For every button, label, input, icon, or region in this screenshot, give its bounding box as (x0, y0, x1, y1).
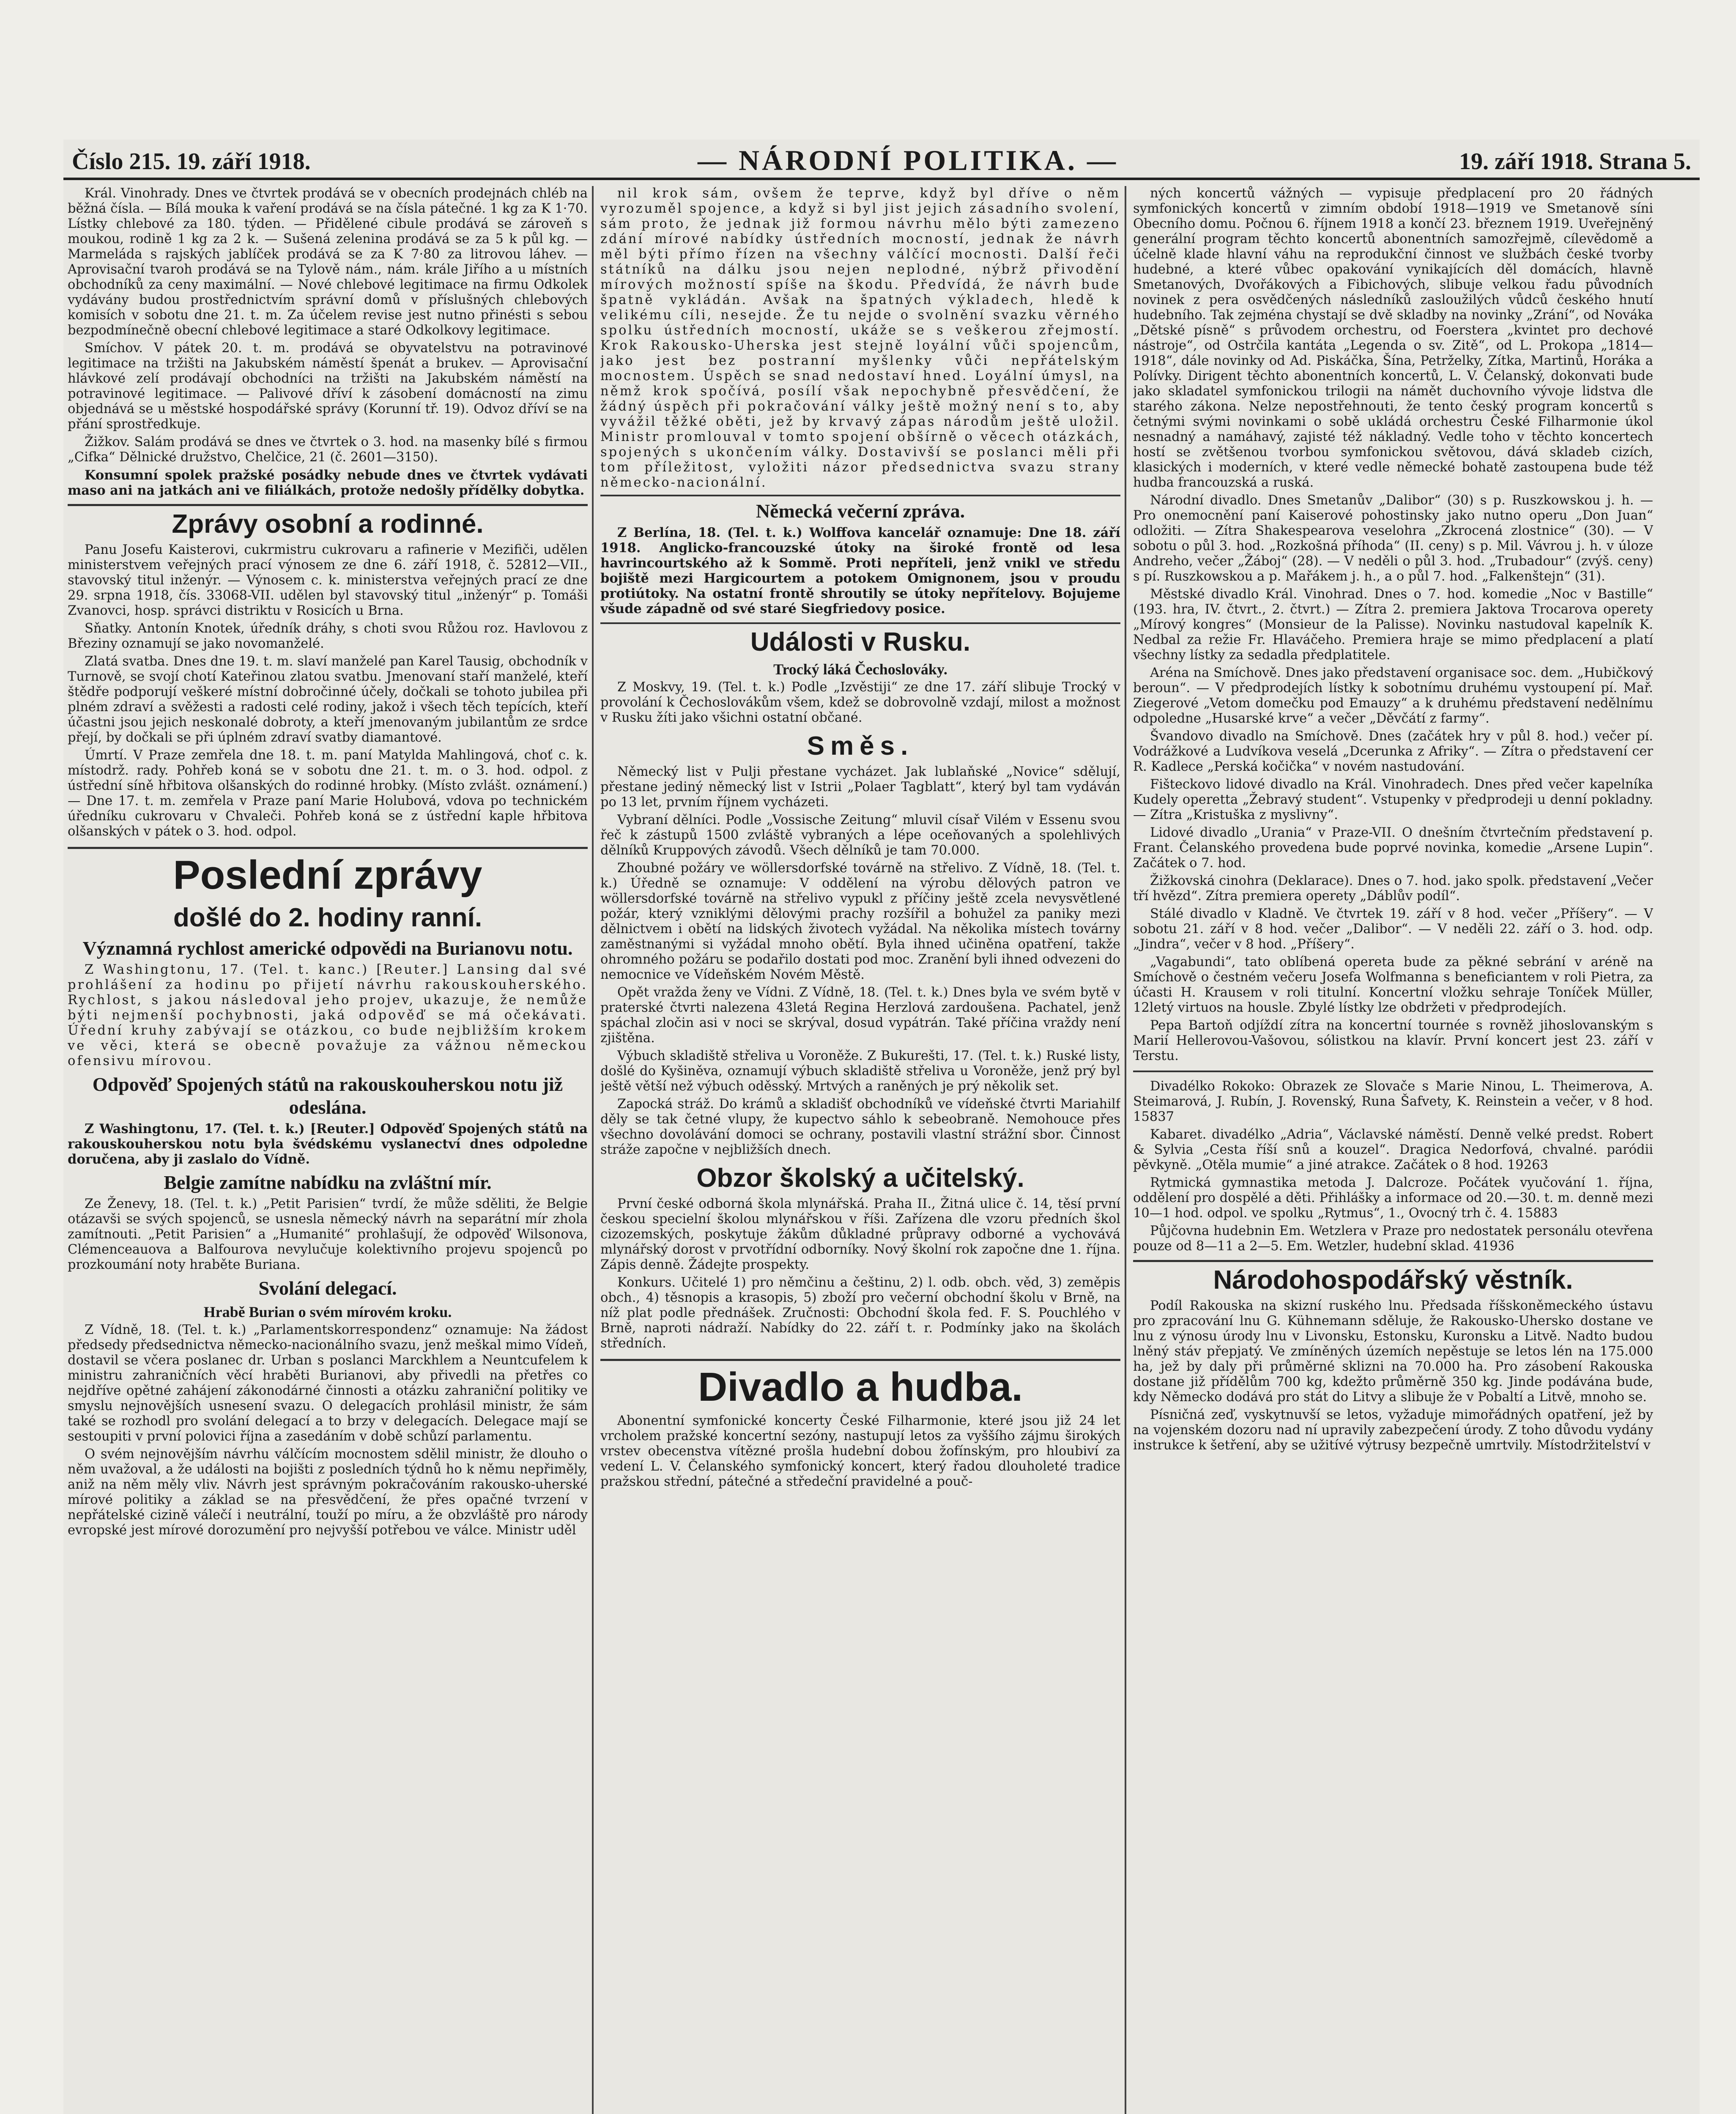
news-paragraph: Smíchov. V pátek 20. t. m. prodává se obyvatelstvu na potravinové legitimace na tržišti na Jakubském náměstí špenát a brukev. — Aprovisační hlávkové zelí prodávají obchodníci na tržišti na Jakubském náměstí na potravinové legitimace. — Palivové dříví k zásobení domácností na zimu objednává se u městské hospodářské správy (Korunní tř. 19). Odvoz dříví se na přání sprostředkuje. (68, 341, 588, 432)
news-paragraph: Z Washingtonu, 17. (Tel. t. k.) [Reuter.] Odpověď Spojených států na rakouskouherskou notu byla švédskému vyslanectví dnes odpoledne doručena, aby ji zaslalo do Vídně. (68, 1121, 588, 1167)
article-headline: Belgie zamítne nabídku na zvláštní mír. (164, 1172, 492, 1193)
section-heading: Zprávy osobní a rodinné. (68, 504, 588, 539)
news-paragraph: Z Berlína, 18. (Tel. t. k.) Wolffova kancelář oznamuje: Dne 18. září 1918. Anglicko-francouzské útoky na široké frontě od lesa havrincourtského až k Sommě. Proti nepříteli, jenž vnikl ve středu bojiště mezi Hargicourtem a potokem Omignonem, jsou v proudu protiútoky. Na ostatní frontě shroutily se útoky nepřítelovy. Bojujeme všude západně od své staré Siegfriedovy posice. (600, 525, 1120, 616)
advertisement: Půjčovna hudebnin Em. Wetzlera v Praze pro nedostatek personálu otevřena pouze od 8—11 a 2—5. Em. Wetzler, hudební sklad. 41936 (1133, 1224, 1653, 1254)
news-paragraph: Městské divadlo Král. Vinohrad. Dnes o 7. hod. komedie „Noc v Bastille“ (193. hra, IV. čtvrt., 2. čtvrt.) — Zítra 2. premiera Jaktova Trocarova operety „Mírový kongres“ (Monsieur de la Palisse). Novinku nastudoval kapelník K. Nedbal za režie Fr. Hlaváčeho. Premiera hraje se mimo předplacení a platí všechny lístky za sedadla předplatitele. (1133, 587, 1653, 663)
section-heading-latest-news: Poslední zprávy (68, 847, 588, 897)
news-paragraph: O svém nejnovějším návrhu válčícím mocnostem sdělil ministr, že dlouho o něm uvažoval, a že události na bojišti z posledních týdnů ho k němu nepřiměly, aniž na něm měly vliv. Návrh jest správným pokračováním rakousko-uherské mírové politiky a základ se na přesvědčení, že přes opačné tvrzení v nepřátelské cizině válečí i neutrální, touží po míru, a že obzvláště pro národy evropské jest mírové dorozumění pro nejvyšší potřebou ve válce. Ministr uděl (68, 1447, 588, 1538)
news-paragraph: Z Vídně, 18. (Tel. t. k.) „Parlamentskorrespondenz“ oznamuje: Na žádost předsedy předsednictva německo-nacionálního svazu, jenž meškal mimo Vídeň, dostavil se včera poslanec dr. Urban s poslanci Marckhlem a Neuntcufelem k ministru zahraničních věcí hraběti Burianovi, aby přivedli na přetřes co nejdříve opětné zahájení zákonodárné činnosti a otázku zahraniční politiky ve smyslu nejnovějších usnesení svazu. O delegacích prohlásil ministr, že sám také se rozhodl pro svolání delegací a to brzy v delegacích. Delegace mají se sestoupiti v první polovici října a zasedáním v době schůzí parlamentu. (68, 1323, 588, 1444)
news-paragraph: „Vagabundi“, tato oblíbená opereta bude za pěkné sebrání v aréně na Smíchově o čestném večeru Josefa Wolfmanna s beneficiantem v roli Pietra, za účasti H. Krausem v roli titulní. Koncertní vložku sehraje Toníček Müller, 12letý virtuos na housle. Zbylé lístky lze obdržeti v předprodejích. (1133, 955, 1653, 1015)
news-paragraph: Aréna na Smíchově. Dnes jako představení organisace soc. dem. „Hubičkový beroun“. — V předprodejích lístky k sobotnímu druhému vystoupení pí. Mař. Ziegerové „Vetom domečku pod Emauzy“ a k druhému představení nedělnímu odpoledne „Husarské krve“ a večer „Děvčátí z farmy“. (1133, 665, 1653, 726)
news-paragraph: Z Moskvy, 19. (Tel. t. k.) Podle „Izvěstiji“ ze dne 17. září slibuje Trocký v provolání k Čechoslovákům všem, kdež se dobrovolně vzdají, milost a možnost v Rusku žíti jako všichni ostatní občané. (600, 680, 1120, 725)
issue-number: Číslo 215. 19. září 1918. (72, 148, 311, 175)
news-paragraph: Sňatky. Antonín Knotek, úředník dráhy, s choti svou Růžou roz. Havlovou z Březiny oznamují se jako novomanželé. (68, 621, 588, 651)
news-paragraph: Zhoubné požáry ve wöllersdorfské továrně na střelivo. Z Vídně, 18. (Tel. t. k.) Úředně se oznamuje: V oddělení na výrobu dělových patron ve wöllersdorfské továrně na střelivo vypukl z příčiny ještě zcela nevysvětlené požár, který vzniklými dělovými prachy rozšířil a bohužel za paniky mezi dělnictvem i obětí na lidských životech vyžádal. Na několika místech továrny zaměstnanými si vyžádal mnoho obětí. Byla ihned učiněna opatření, takže ohromného požáru se podařilo dostati pod moc. Zranění byli ihned odvezeni do nemocnice ve Vídeňském Novém Městě. (600, 861, 1120, 982)
news-paragraph: ných koncertů vážných — vypisuje předplacení pro 20 řádných symfonických koncertů v zimním období 1918—1919 ve Smetanově síni Obecního domu. Počnou 6. říjnem 1918 a končí 23. březnem 1919. Uveřejněný generální program těchto koncertů abonentních samozřejmě, cílevědomě a účelně klade hlavní váhu na reprodukční činnost ve službách české tvorby hudebné, a které vůbec opakování vynikajících děl domácích, hlavně Smetanových, Dvořákových a Fibichových, slibuje velkou řadu původních novinek z pera osvědčených následníků zasloužilých vůdců českého hnutí hudebního. Tak zejména chystají se dvě skladby na novinky „Zrání“, od Nováka „Dětské písně“ s průvodem orchestru, od Foerstera „kvintet pro dechové nástroje“, od Ostrčila kantáta „Legenda o sv. Zitě“, od L. Prokopa „1814—1918“, dále novinky od Ad. Piskáčka, Šína, Petrželky, Zítka, Martinů, Horáka a Polívky. Dirigent těchto abonentních koncertů, L. V. Čelanský, dokonvati bude jako skladatel symfonickou trilogii na námět duchovního vývoje lidstva dle starého zákona. Nelze nepostřehnouti, že tento český program koncertů s četnými svými novinkami o sobě ukládá orchestru České Filharmonie úkol nesnadný a namáhavý, zajisté též nákladný. Vedle toho v těchto koncertech hostí se zvětšenou tvorbou symfonickou světovou, dává skladeb cizích, klasických i moderních, v které vedle německé bohatě zastoupena bude též hudba francouzská a ruská. (1133, 186, 1653, 490)
section-subheading: došlé do 2. hodiny ranní. (173, 903, 482, 932)
column-3 (1133, 186, 1653, 2114)
column-divider (592, 186, 594, 2114)
news-paragraph: nil krok sám, ovšem že teprve, když byl dříve o něm vyrozuměl spojence, a když si byl jist jejich zásadního svolení, sám proto, že jednak již formou návrhu mělo býti zamezeno zdání mírové nabídky ústředních mocností, jednak že návrh měl býti přímo řízen na všechny válčící mocnosti. Další řeči státníků na dálku jsou nejen neplodné, nýbrž přivodění mírových možností spíše na škodu. Předvídá, že návrh bude špatně vykládán. Avšak na špatných výkladech, hledě k velikému cíli, nesejde. Že tu nejde o svolnění svazku věrného spolku ústředních mocností, ukáže se s veškerou zřejmostí. Krok Rakousko-Uherska jest stejně loyální vůči spojencům, jako jest bez postranní myšlenky vůči nepřátelským mocnostem. Úspěch se snad nedostaví hned. Loyální úmysl, na němž krok spočívá, posílí však nepochybně přesvědčení, že žádný úspěch při pokračování války ještě možný není s to, aby vyvážil těžké oběti, jež by krvavý zápas národům ještě uložil. Ministr promlouval v tomto spojení obšírně o věcech otázkách, spojených s ukončením války. Dostavivší se poslanci měli při tom příležitost, vyložiti názor předsednictva svazu strany německo-nacionální. (600, 186, 1120, 490)
news-paragraph: Žižkov. Salám prodává se dnes ve čtvrtek o 3. hod. na masenky bílé s firmou „Cifka“ Dělnické družstvo, Chelčice, 21 (č. 2601—3150). (68, 435, 588, 465)
page-header (63, 140, 1700, 180)
divider (1133, 1071, 1653, 1072)
news-paragraph: První české odborná škola mlynářská. Praha II., Žitná ulice č. 14, těsí první českou specielní školou mlynářskou v říši. Zařízena dle vzoru předních škol cizozemských, poskytuje žákům důkladné průpravy odborné a vychovává mlynářský dorost v prvotřídní odborníky. Nový školní rok započne dne 1. října. Zápis denně. Žádejte prospekty. (600, 1197, 1120, 1272)
news-paragraph: Abonentní symfonické koncerty České Filharmonie, které jsou již 24 let vrcholem pražské koncertní sezóny, nastupují letos za vyššího zájmu širokých vrstev obecenstva vítězné prošla hudební dobou žofínským, pro hloubiví za vedení L. V. Čelanského symfonický koncert, který řadou dlouholeté tradice pražskou střední, pátečné a středeční pravidelné a pouč- (600, 1413, 1120, 1489)
section-heading: Divadlo a hudba. (600, 1359, 1120, 1409)
article-headline: Významná rychlost americké odpovědi na Burianovu notu. (82, 937, 573, 959)
news-paragraph: Zlatá svatba. Dnes dne 19. t. m. slaví manželé pan Karel Tausig, obchodník v Turnově, se svojí chotí Kateřinou zlatou svatbu. Jmenovaní staří manželé, kteří štědře podporují veškeré místní dobročinné účely, dočkali se tohoto jubilea při plném zdraví a svěžesti a radosti celé rodiny, jakož i všech těch tepících, kteří účastni jsou jejich neskonalé dobroty, a kteří jmenovaným jubilantům ze srdce přejí, by dočkali se při úplném zdraví svatby diamantové. (68, 654, 588, 745)
news-paragraph: Konkurs. Učitelé 1) pro němčinu a češtinu, 2) l. odb. obch. věd, 3) zeměpis obch., 4) těsnopis a krasopis, 5) zboží pro večerní obchodní školu v Brně, na níž plat podle přednášek. Zručnosti: Obchodní škola fed. F. S. Pouchlého v Brně, naproti nádraží. Nabídky do 22. září t. r. Podmínky jako na školách středních. (600, 1275, 1120, 1351)
article-subheadline: Hrabě Burian o svém mírovém kroku. (203, 1303, 452, 1320)
news-paragraph: Král. Vinohrady. Dnes ve čtvrtek prodává se v obecních prodejnách chléb na běžná čísla. — Bílá mouka k vaření prodává se na čísla pátečné. 1 kg za K 1·70. Lístky chlebové za 180. týden. — Přidělené cibule prodává se zároveň s moukou, rodině 1 kg za 2 k. — Sušená zelenina prodává se za 5 k půl kg. — Marmeláda s rajských jablíček prodává se za K 7·80 za litrovou láhev. — Aprovisační tvaroh prodává se na Tylově nám., nám. krále Jiřího a u místních obchodníků za ceny maximální. — Nové chlebové legitimace na firmu Odkolek vydávány budou prostřednictvím správní domů v příslušných chlebových komisích v sobotu dne 21. t. m. Za účelem revise jest nutno přinésti s sebou bezpodmínečně obecní chlebové legitimace a staré Odkolkovy legitimace. (68, 186, 588, 338)
news-paragraph: Fišteckovo lidové divadlo na Král. Vinohradech. Dnes před večer kapelníka Kudely operetta „Žebravý student“. Vstupenky v předprodeji u denní pokladny. — Zítra „Kristuška z myslivny“. (1133, 777, 1653, 822)
news-paragraph: Stálé divadlo v Kladně. Ve čtvrtek 19. září v 8 hod. večer „Příšery“. — V sobotu 21. září v 8 hod. večer „Dalibor“. — V neděli 22. září o 3. hod. odp. „Jindra“, večer v 8 hod. „Příšery“. (1133, 906, 1653, 952)
newspaper-title: — NÁRODNÍ POLITIKA. — (698, 144, 1118, 176)
news-paragraph: Žižkovská cinohra (Deklarace). Dnes o 7. hod. jako spolk. představení „Večer tří hvězd“. Zítra premiera operety „Dáblův podíl“. (1133, 874, 1653, 904)
column-1 (68, 186, 588, 2114)
article-subheadline: Trocký láká Čechoslováky. (773, 661, 947, 678)
article-headline: Německá večerní zpráva. (600, 495, 1120, 523)
news-paragraph: Vybraní dělníci. Podle „Vossische Zeitung“ mluvil císař Vilém v Essenu svou řeč k zástupů 1500 zvláště vybraných a lépe oceňovaných a spolehlivých dělníků Kruppových závodů. Všech dělníků je tam 70.000. (600, 813, 1120, 858)
news-paragraph: Národní divadlo. Dnes Smetanův „Dalibor“ (30) s p. Ruszkowskou j. h. — Pro onemocnění paní Kaiserové pohostinsky jako nutno operu „Don Juan“ odložiti. — Zítra Shakespearova veselohra „Zkrocená zlostnice“ (30). — V sobotu o půl 3. hod. „Rozkošná příhoda“ (II. ceny) s p. Mil. Vávrou j. h. v úloze Andreho, večer „Žáboj“ (28). — V neděli o půl 3. hod. „Trubadour“ (zvýš. ceny) s pí. Ruszkowskou a p. Mařákem j. h., a o půl 7. hod. „Falkenštejn“ (31). (1133, 493, 1653, 584)
article-headline: Svolání delegací. (258, 1277, 397, 1299)
section-heading: Směs. (807, 731, 914, 761)
news-paragraph: Výbuch skladiště střeliva u Voroněže. Z Bukurešti, 17. (Tel. t. k.) Ruské listy, došlé do Kyšiněva, oznamují výbuch skladiště střeliva u Voroněže, jenž prý byl ještě větší než výbuch oděsský. Mrtvých a raněných je prý několik set. (600, 1049, 1120, 1094)
news-paragraph: Úmrtí. V Praze zemřela dne 18. t. m. paní Matylda Mahlingová, choť c. k. místodrž. rady. Pohřeb koná se v sobotu dne 21. t. m. o 3. hod. odpol. z ústřední síně hřbitova olšanských do rodinné hrobky. (Místo zvlášt. oznámení.) — Dne 17. t. m. zemřela v Praze paní Marie Holubová, vdova po technickém úředníku cukrovaru v Chvaleči. Pohřeb koná se z ústřední kaple hřbitova olšanských v pátek o 3. hod. odpol. (68, 748, 588, 839)
section-heading: Obzor školský a učitelský. (696, 1164, 1024, 1193)
news-paragraph: Lidové divadlo „Urania“ v Praze-VII. O dnešním čtvrtečním představení p. Frant. Čelanského provedena bude poprvé novinka, komedie „Arsene Lupin“. Začátek o 7. hod. (1133, 825, 1653, 871)
news-paragraph: Podíl Rakouska na skizní ruského lnu. Předsada říšskoněmeckého ústavu pro zpracování lnu G. Kühnemann sděluje, že Rakousko-Uhersko dostane ve lnu z výnosu úrody lnu v Livonsku, Estonsku, Kuronsku a Litvě. Nadto budou lněný stáv přepjatý. Ve zmíněných územích nepěstuje se letos lén na 175.000 ha, jež by daly při průměrné sklizni na 70.000 ha. Pro zásobení Rakouska dostane již přídělům 700 kg, kdežto průměrně 350 kg. Jinde podávána bude, kdy Německo dodává pro stát do Litvy a slibuje že v Pobaltí a Litvě, mnoho se. (1133, 1298, 1653, 1405)
news-paragraph: Ze Ženevy, 18. (Tel. t. k.) „Petit Parisien“ tvrdí, že může sděliti, že Belgie otázavši se svých spojenců, se usnesla německý návrh na separátní mír zhola zamítnouti. „Petit Parisien“ a „Humanité“ prohlašují, že odpověď Wilsonova, Clémenceauova a Balfourova nevylučuje kolektivního projevu spojenců po prozkoumání noty hraběte Buriana. (68, 1197, 588, 1272)
section-heading: Národohospodářský věstník. (1133, 1260, 1653, 1295)
news-paragraph: Pepa Bartoň odjíždí zítra na koncertní tournée s rovněž jihoslovanským s Marií Hellerovou-Vašovou, sólistkou na klavír. První koncert jest 23. září v Terstu. (1133, 1018, 1653, 1063)
advertisement: Divadélko Rokoko: Obrazek ze Slovače s Marie Ninou, L. Theimerova, A. Steimarová, J. Rubín, J. Rovenský, Runa Šafvety, K. Reinstein a večer, v 8 hod. 15837 (1133, 1079, 1653, 1124)
news-paragraph: Zapocká stráž. Do krámů a skladišť obchodníků ve vídeňské čtvrti Mariahilf děly se tak četné vlupy, že kupectvo sáhlo k sebeobraně. Nemohouce přes všechno dovolávání domoci se ochrany, postavili vlastní strážní sbor. Činnost stráže započne v nejbližších dnech. (600, 1097, 1120, 1157)
news-paragraph: Z Washingtonu, 17. (Tel. t. kanc.) [Reuter.] Lansing dal své prohlášení za hodinu po přijetí návrhu rakouskouherského. Rychlost, s jakou následoval jeho projev, ukazuje, že nemůže býti nejmenší pochybnosti, jaká odpověď se má očekávati. Úřední kruhy zabývají se otázkou, co bude nejbližším krokem ve věci, která se obecně považuje za vážnou německou ofensivu mírovou. (68, 962, 588, 1068)
news-paragraph: Švandovo divadlo na Smíchově. Dnes (začátek hry v půl 8. hod.) večer pí. Vodrážkové a Ludvíkova veselá „Dcerunka z Afriky“. — Zítra o představení cer R. Kadlece „Perská kočička“ v novém nastudování. (1133, 729, 1653, 774)
news-paragraph: Opět vražda ženy ve Vídni. Z Vídně, 18. (Tel. t. k.) Dnes byla ve svém bytě v praterské čtvrti nalezena 43letá Regina Herzlová zardoušena. Pachatel, jenž spáchal zločin asi v noci se skrýval, dosud vypátrán. Také příčina vraždy není zjištěna. (600, 985, 1120, 1046)
column-2 (600, 186, 1120, 2114)
advertisement: Rytmická gymnastika metoda J. Dalcroze. Počátek vyučování 1. října, oddělení pro dospělé a děti. Přihlášky a informace od 20.—30. t. m. denně mezi 10—1 hod. odpol. ve spolku „Rytmus“, 1., Ovocný trh č. 4. 15883 (1133, 1175, 1653, 1221)
article-headline: Odpověď Spojených států na rakouskouherskou notu již odeslána. (92, 1073, 563, 1118)
news-paragraph: Německý list v Pulji přestane vycházet. Jak lublaňské „Novice“ sdělují, přestane jediný německý list v Istrii „Polaer Tagblatt“, který byl tam vydáván po 13 let, prvním říjnem vycházeti. (600, 764, 1120, 810)
news-paragraph: Konsumní spolek pražské posádky nebude dnes ve čtvrtek vydávati maso ani na jatkách ani ve filiálkách, protože nedošly přídělky dobytka. (68, 468, 588, 498)
advertisement: Kabaret. divadélko „Adria“, Václavské náměstí. Denně velké predst. Robert & Sylvia „Cesta říší snů a kouzel“. Dragica Nedorfová, chvalné. paródii pěvkyně. „Otěla mumie“ a jiné atrakce. Začátek o 8 hod. 19263 (1133, 1127, 1653, 1172)
page-date: 19. září 1918. Strana 5. (1459, 148, 1691, 175)
news-paragraph: Písničná zeď, vyskytnuvší se letos, vyžaduje mimořádných opatření, jež by na vojenském dozoru nad ní upravily zabezpečení úrody. Z toho důvodu vydány instrukce k šetření, aby se užitívé výtrusy bezpečně umrtvily. Místodržitelství v (1133, 1408, 1653, 1453)
news-paragraph: Panu Josefu Kaisterovi, cukrmistru cukrovaru a rafinerie v Mezifiči, udělen ministerstvem veřejných prací výnosem ze dne 6. září 1918, č. 52812—VII., stavovský titul inženýr. — Výnosem c. k. ministerstva veřejných prací ze dne 29. srpna 1918, čís. 33068-VII. udělen byl stavovský titul „inženýr“ p. Tomáši Zvanovci, hosp. správci distriktu v Rosicích u Brna. (68, 542, 588, 618)
section-heading: Události v Rusku. (600, 622, 1120, 657)
column-divider (1125, 186, 1126, 2114)
